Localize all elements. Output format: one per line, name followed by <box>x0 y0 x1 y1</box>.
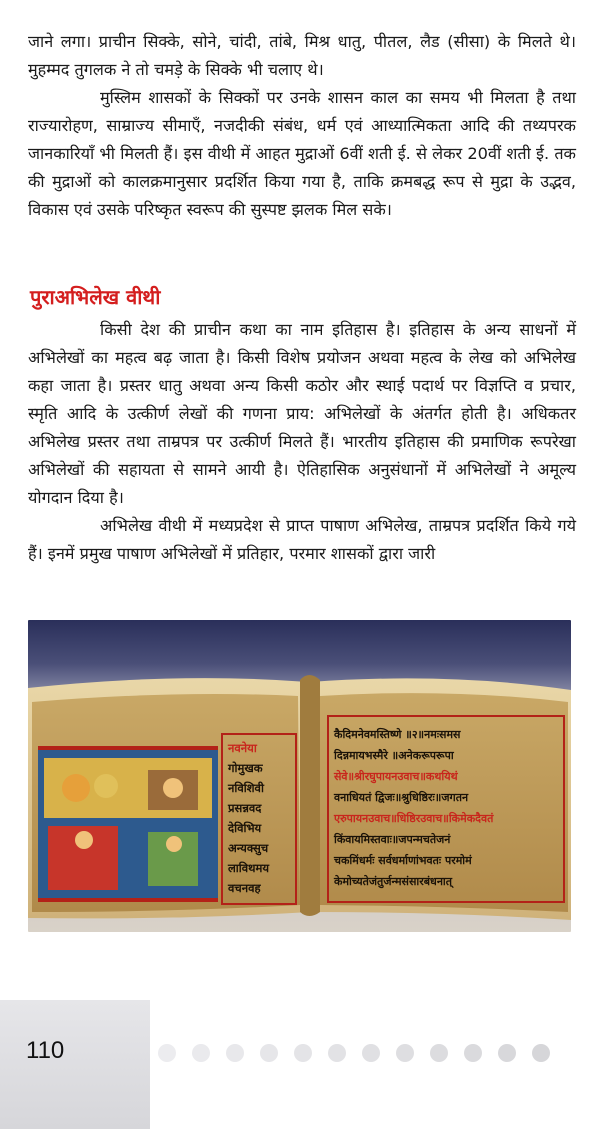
dot-icon <box>464 1044 482 1062</box>
footer-panel <box>0 1000 150 1129</box>
paragraph: जाने लगा। प्राचीन सिक्के, सोने, चांदी, तांबे, मिश्र धातु, पीतल, लैड (सीसा) के मिलते थे। मुहम्मद तुगलक ने तो चमड़े के सिक्के भी चलाए थे। <box>28 32 576 79</box>
dot-icon <box>294 1044 312 1062</box>
dot-icon <box>158 1044 176 1062</box>
svg-text:सेवे॥श्रीरघुपायनउवाच॥कथयिथं: सेवे॥श्रीरघुपायनउवाच॥कथयिथं <box>334 770 458 783</box>
svg-text:दिन्नमायभस्मैरे ॥अनेकरूपरूपा: दिन्नमायभस्मैरे ॥अनेकरूपरूपा <box>334 749 454 762</box>
paragraph: मुस्लिम शासकों के सिक्कों पर उनके शासन काल का समय भी मिलता है तथा राज्यारोहण, साम्राज्य सीमाएँ, नजदीकी संबंध, धर्म एवं आध्यात्मिकता आदि की तथ्यपरक जानकारियाँ भी मिलती हैं। इस वीथी में आहत मुद्राओं 6वीं शती ई. से लेकर 20वीं शती ई. तक की मुद्राओं को कालक्रमानुसार प्रदर्शित किया गया है, ताकि क्रमबद्ध रूप से मुद्रा के उद्भव, विकास एवं उसके परिष्कृत स्वरूप की सुस्पष्ट झलक मिल सके। <box>28 88 576 219</box>
svg-text:कैदिमनेवमस्तिष्णे ॥२॥नमःसमस: कैदिमनेवमस्तिष्णे ॥२॥नमःसमस <box>334 728 461 741</box>
svg-text:लाविथमय: लाविथमय <box>228 861 270 875</box>
body-text-bottom <box>28 316 576 568</box>
svg-text:नवनेया: नवनेया <box>228 741 257 755</box>
dot-icon <box>260 1044 278 1062</box>
page-number: 110 <box>26 1037 65 1064</box>
svg-text:चकमिंधर्मः सर्वधर्माणांभवतः पर: चकमिंधर्मः सर्वधर्माणांभवतः परमोमं <box>334 854 472 867</box>
svg-text:नविशिवी: नविशिवी <box>228 781 264 795</box>
svg-text:देविभिय: देविभिय <box>228 821 262 835</box>
dot-icon <box>328 1044 346 1062</box>
section-heading: पुराअभिलेख वीथी <box>30 285 161 309</box>
paragraph: किसी देश की प्राचीन कथा का नाम इतिहास है। इतिहास के अन्य साधनों में अभिलेखों का महत्व बढ़ जाता है। किसी विशेष प्रयोजन अथवा महत्व के लेख को अभिलेख कहा जाता है। प्रस्तर धातु अथवा अन्य किसी कठोर और स्थाई पदार्थ पर विज्ञप्ति व प्रचार, स्मृति आदि के उत्कीर्ण लेखों की गणना प्राय: अभिलेखों के अंतर्गत होती है। अधिकतर अभिलेख प्रस्तर तथा ताम्रपत्र पर उत्कीर्ण मिलते हैं। भारतीय इतिहास की प्रमाणिक रूपरेखा अभिलेखों की सहायता से सामने आयी है। ऐतिहासिक अनुसंधानों में अभिलेखों ने अमूल्य योगदान दिया है। <box>28 320 576 507</box>
svg-text:एरुपायनउवाच॥धिष्ठिरउवाच॥किमेकद: एरुपायनउवाच॥धिष्ठिरउवाच॥किमेकदैवतं <box>334 812 494 825</box>
manuscript-illustration <box>28 620 571 932</box>
svg-text:किंवायमिस्तवाः॥जपन्मचतेजनं: किंवायमिस्तवाः॥जपन्मचतेजनं <box>334 833 451 846</box>
svg-text:केमोच्यतेजंतुर्जन्मसंसारबंधनात: केमोच्यतेजंतुर्जन्मसंसारबंधनात् <box>334 875 453 888</box>
svg-text:गोमुखक: गोमुखक <box>228 761 263 775</box>
dot-icon <box>430 1044 448 1062</box>
dot-icon <box>226 1044 244 1062</box>
svg-text:वनाधियतं द्विजः॥श्रुधिष्ठिरः॥ज: वनाधियतं द्विजः॥श्रुधिष्ठिरः॥जगतन <box>334 791 469 804</box>
dot-icon <box>498 1044 516 1062</box>
dot-icon <box>532 1044 550 1062</box>
decorative-dots <box>158 1044 578 1064</box>
svg-text:वचनवह: वचनवह <box>228 881 261 895</box>
paragraph: अभिलेख वीथी में मध्यप्रदेश से प्राप्त पाषाण अभिलेख, ताम्रपत्र प्रदर्शित किये गये हैं। इनमें प्रमुख पाषाण अभिलेखों में प्रतिहार, परमार शासकों द्वारा जारी <box>28 516 576 563</box>
svg-text:प्रसन्नवद: प्रसन्नवद <box>228 801 262 815</box>
body-text-top <box>28 28 576 224</box>
manuscript-photo <box>28 620 571 932</box>
dot-icon <box>396 1044 414 1062</box>
dot-icon <box>192 1044 210 1062</box>
dot-icon <box>362 1044 380 1062</box>
svg-text:अन्यक्सुच: अन्यक्सुच <box>228 841 269 855</box>
